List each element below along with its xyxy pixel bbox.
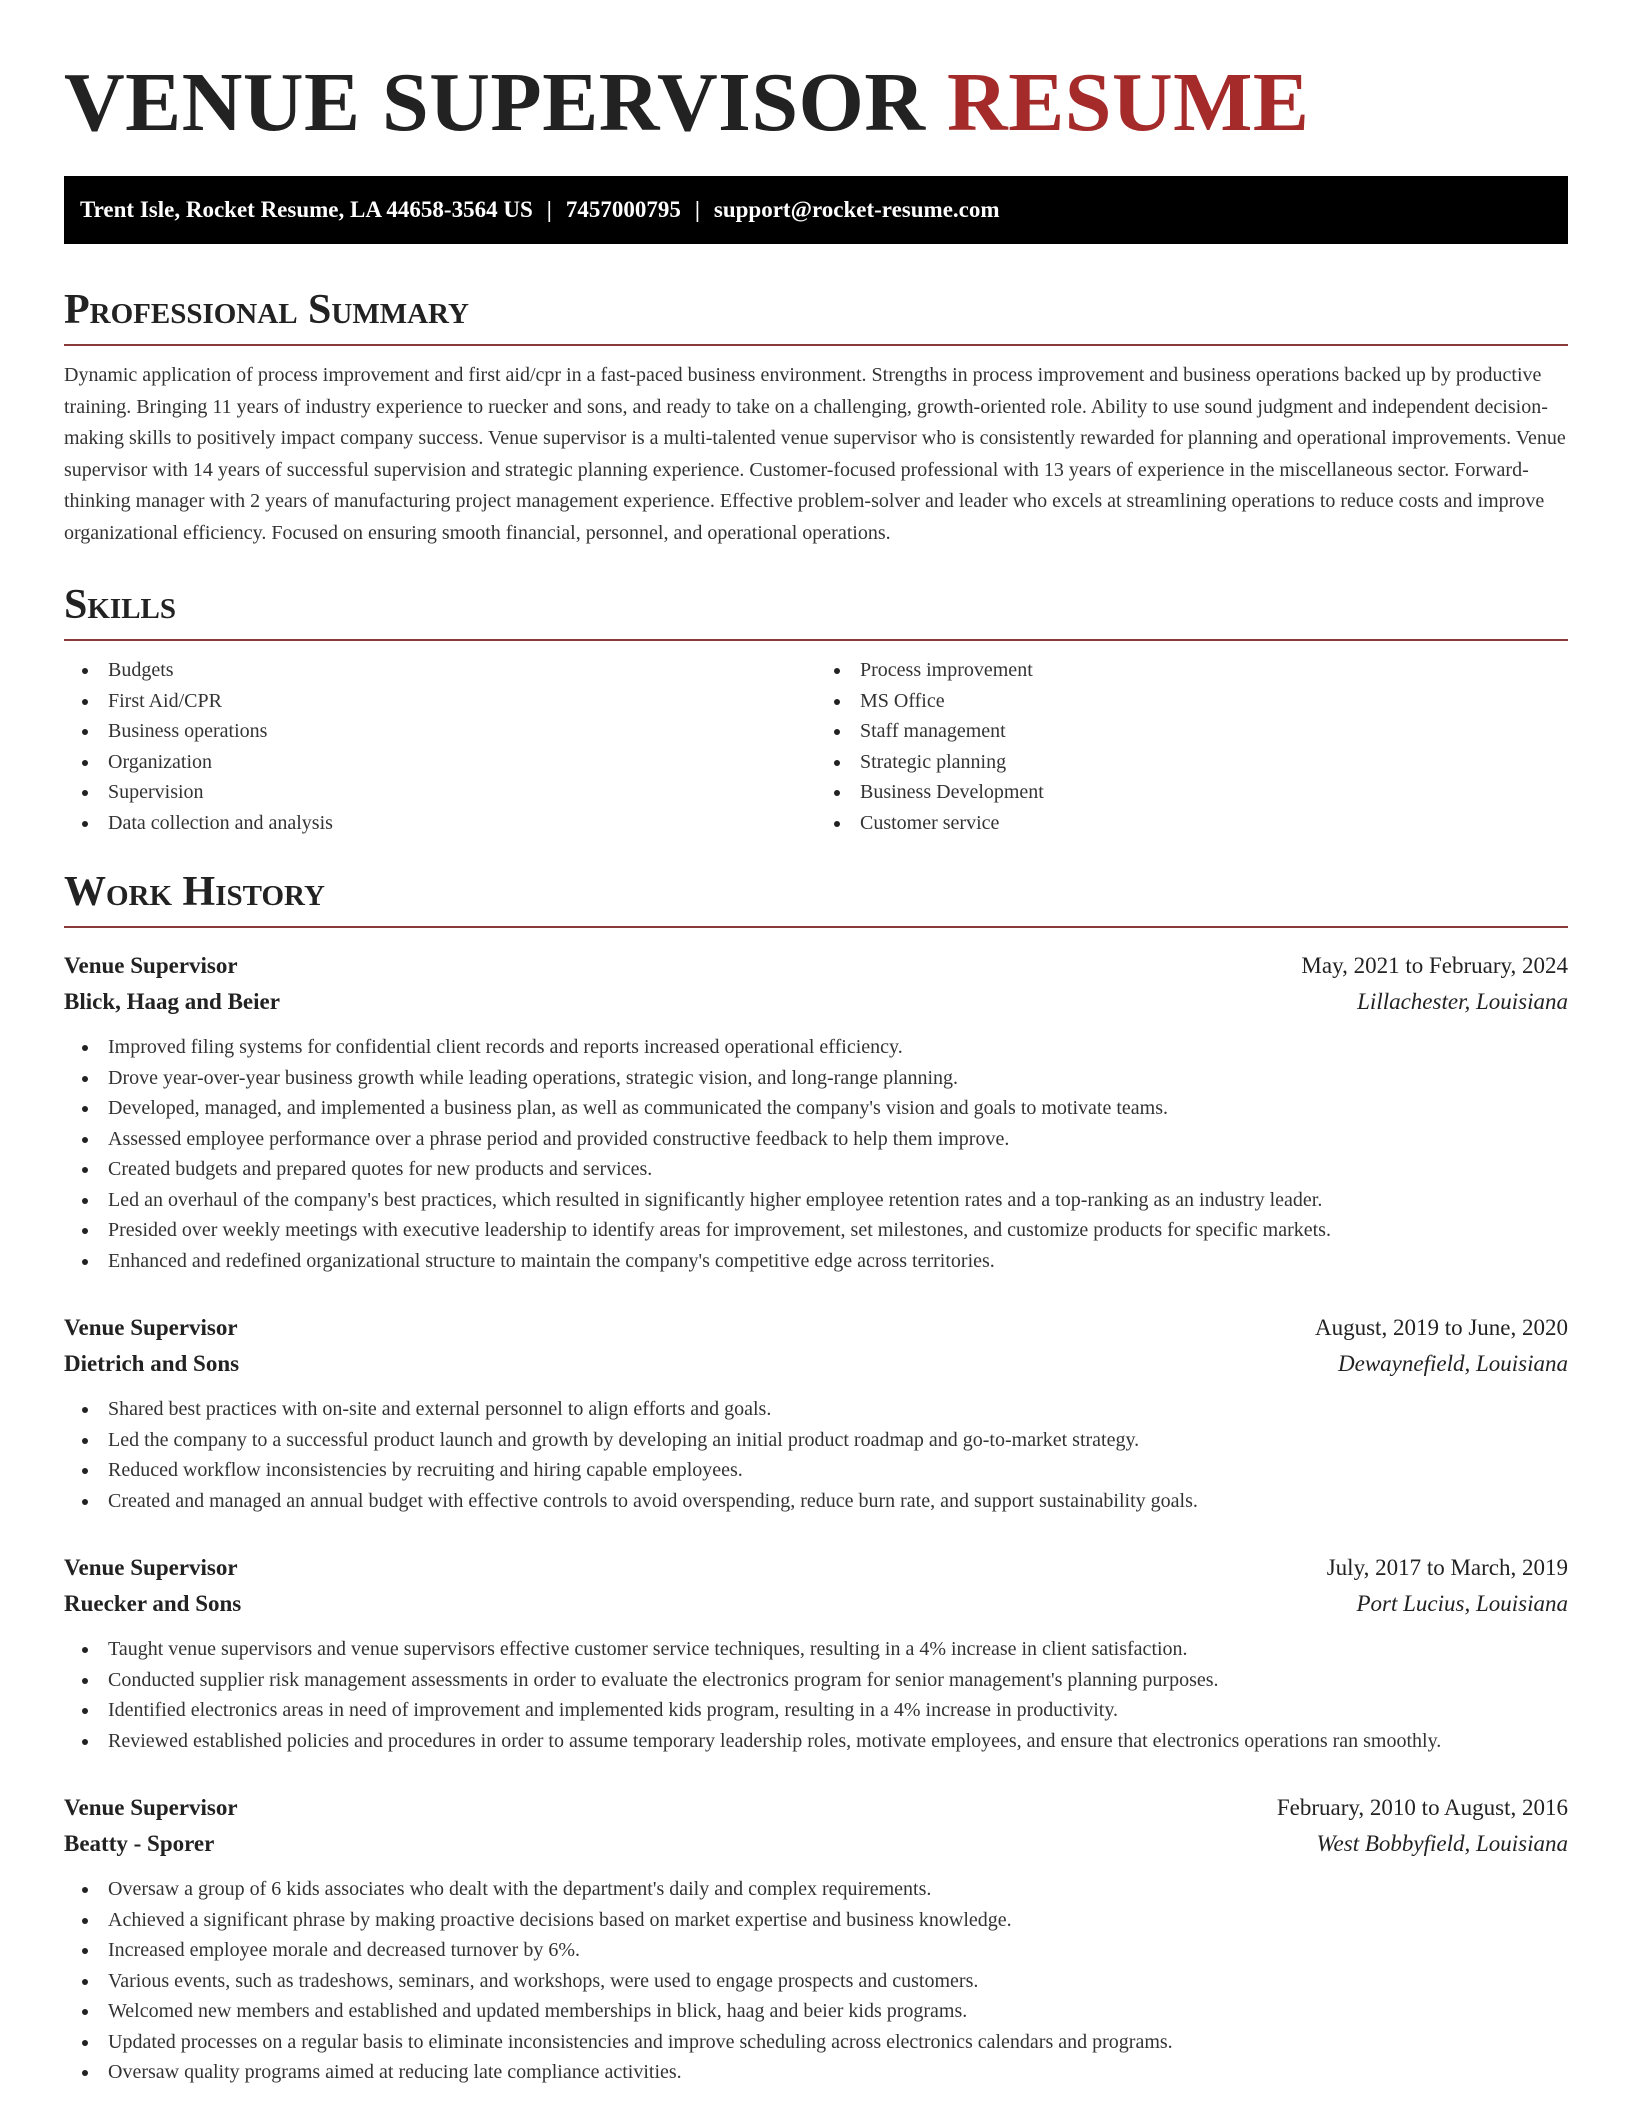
job-bullet: Assessed employee performance over a phrase period and provided constructive feedback to help them improve. [108,1124,1568,1155]
skill-item: MS Office [860,686,1568,717]
job-company: Beatty - Sporer [64,1831,215,1856]
job-entry [64,1790,1568,2088]
job-bullet: Oversaw a group of 6 kids associates who dealt with the department's daily and complex requirements. [108,1874,1568,1905]
job-bullet: Led the company to a successful product launch and growth by developing an initial product roadmap and go-to-market strategy. [108,1425,1568,1456]
job-bullet: Presided over weekly meetings with executive leadership to identify areas for improvement, set milestones, and customize products for specific markets. [108,1215,1568,1246]
job-title: Venue Supervisor [64,1795,238,1820]
contact-bar [64,176,1568,244]
job-header-row [64,1550,1568,1586]
job-title: Venue Supervisor [64,1315,238,1340]
job-bullet: Led an overhaul of the company's best practices, which resulted in significantly higher employee retention rates and a top-ranking as an industry leader. [108,1185,1568,1216]
job-company-row [64,1346,1568,1382]
job-dates: July, 2017 to March, 2019 [1326,1555,1568,1580]
title-accent: RESUME [947,56,1310,149]
job-bullet: Improved filing systems for confidential client records and reports increased operational efficiency. [108,1032,1568,1063]
job-bullet: Increased employee morale and decreased turnover by 6%. [108,1935,1568,1966]
job-bullet: Oversaw quality programs aimed at reducing late compliance activities. [108,2057,1568,2088]
job-bullet: Identified electronics areas in need of improvement and implemented kids program, resulting in a 4% increase in productivity. [108,1695,1568,1726]
skills-heading: Skills [64,579,1568,641]
job-bullets [64,1874,1568,2088]
contact-separator: | [546,197,552,222]
job-bullets [64,1032,1568,1276]
summary-heading: Professional Summary [64,284,1568,346]
job-company: Ruecker and Sons [64,1591,242,1616]
job-bullet: Drove year-over-year business growth while leading operations, strategic vision, and long-range planning. [108,1063,1568,1094]
skill-item: Organization [108,747,816,778]
job-bullet: Developed, managed, and implemented a business plan, as well as communicated the company's vision and goals to motivate teams. [108,1093,1568,1124]
skill-item: Business Development [860,777,1568,808]
job-bullet: Achieved a significant phrase by making proactive decisions based on market expertise and business knowledge. [108,1905,1568,1936]
contact-address: Trent Isle, Rocket Resume, LA 44658-3564 US [80,197,533,222]
title-main: VENUE SUPERVISOR [64,56,926,149]
skills-list-right [816,655,1568,838]
job-header-row [64,1310,1568,1346]
skills-list-left [64,655,816,838]
job-company-row [64,984,1568,1020]
job-entry [64,948,1568,1276]
job-company-row [64,1826,1568,1862]
job-bullet: Updated processes on a regular basis to eliminate inconsistencies and improve scheduling across electronics calendars and programs. [108,2027,1568,2058]
skill-item: Budgets [108,655,816,686]
skill-item: Strategic planning [860,747,1568,778]
job-bullet: Conducted supplier risk management assessments in order to evaluate the electronics program for senior management's planning purposes. [108,1665,1568,1696]
job-bullets [64,1634,1568,1756]
job-dates: May, 2021 to February, 2024 [1301,953,1568,978]
job-dates: August, 2019 to June, 2020 [1315,1315,1568,1340]
job-header-row [64,948,1568,984]
job-bullet: Reduced workflow inconsistencies by recruiting and hiring capable employees. [108,1455,1568,1486]
job-bullet: Created and managed an annual budget with effective controls to avoid overspending, reduce burn rate, and support sustainability goals. [108,1486,1568,1517]
skill-item: Process improvement [860,655,1568,686]
job-company-row [64,1586,1568,1622]
job-bullet: Various events, such as tradeshows, seminars, and workshops, were used to engage prospects and customers. [108,1966,1568,1997]
job-location: Lillachester, Louisiana [1357,989,1568,1014]
job-bullet: Welcomed new members and established and updated memberships in blick, haag and beier kids programs. [108,1996,1568,2027]
contact-phone: 7457000795 [565,197,681,222]
skill-item: Customer service [860,808,1568,839]
job-bullet: Enhanced and redefined organizational structure to maintain the company's competitive edge across territories. [108,1246,1568,1277]
job-location: Dewaynefield, Louisiana [1338,1351,1568,1376]
resume-page [64,0,1568,2088]
job-bullet: Taught venue supervisors and venue supervisors effective customer service techniques, resulting in a 4% increase in client satisfaction. [108,1634,1568,1665]
job-bullets [64,1394,1568,1516]
summary-text: Dynamic application of process improvement and first aid/cpr in a fast-paced business environment. Strengths in process improvement and business operations backed up by productive training. Bringing 11 years of industry experience to ruecker and sons, and ready to take on a challenging, growth-oriented role. Ability to use sound judgment and independent decision-making skills to positively impact company success. Venue supervisor is a multi-talented venue supervisor who is consistently rewarded for planning and operational improvements. Venue supervisor with 14 years of successful supervision and strategic planning experience. Customer-focused professional with 13 years of experience in the miscellaneous sector. Forward-thinking manager with 2 years of manufacturing project management experience. Effective problem-solver and leader who excels at streamlining operations to reduce costs and improve organizational efficiency. Focused on ensuring smooth financial, personnel, and operational operations. [64,364,1566,544]
job-company: Dietrich and Sons [64,1351,240,1376]
job-title: Venue Supervisor [64,1555,238,1580]
job-company: Blick, Haag and Beier [64,989,280,1014]
contact-separator: | [694,197,700,222]
resume-title [64,0,1568,156]
job-bullet: Created budgets and prepared quotes for new products and services. [108,1154,1568,1185]
skill-item: Staff management [860,716,1568,747]
skill-item: Business operations [108,716,816,747]
job-entry [64,1550,1568,1756]
job-dates: February, 2010 to August, 2016 [1276,1795,1568,1820]
job-entry [64,1310,1568,1516]
job-bullet: Shared best practices with on-site and external personnel to align efforts and goals. [108,1394,1568,1425]
job-bullet: Reviewed established policies and procedures in order to assume temporary leadership roles, motivate employees, and ensure that electronics operations ran smoothly. [108,1726,1568,1757]
job-location: Port Lucius, Louisiana [1356,1591,1568,1616]
skill-item: Data collection and analysis [108,808,816,839]
skills-grid [64,655,1568,838]
skill-item: First Aid/CPR [108,686,816,717]
job-location: West Bobbyfield, Louisiana [1316,1831,1568,1856]
skill-item: Supervision [108,777,816,808]
work-heading: Work History [64,866,1568,928]
job-title: Venue Supervisor [64,953,238,978]
contact-email: support@rocket-resume.com [713,197,1000,222]
job-header-row [64,1790,1568,1826]
